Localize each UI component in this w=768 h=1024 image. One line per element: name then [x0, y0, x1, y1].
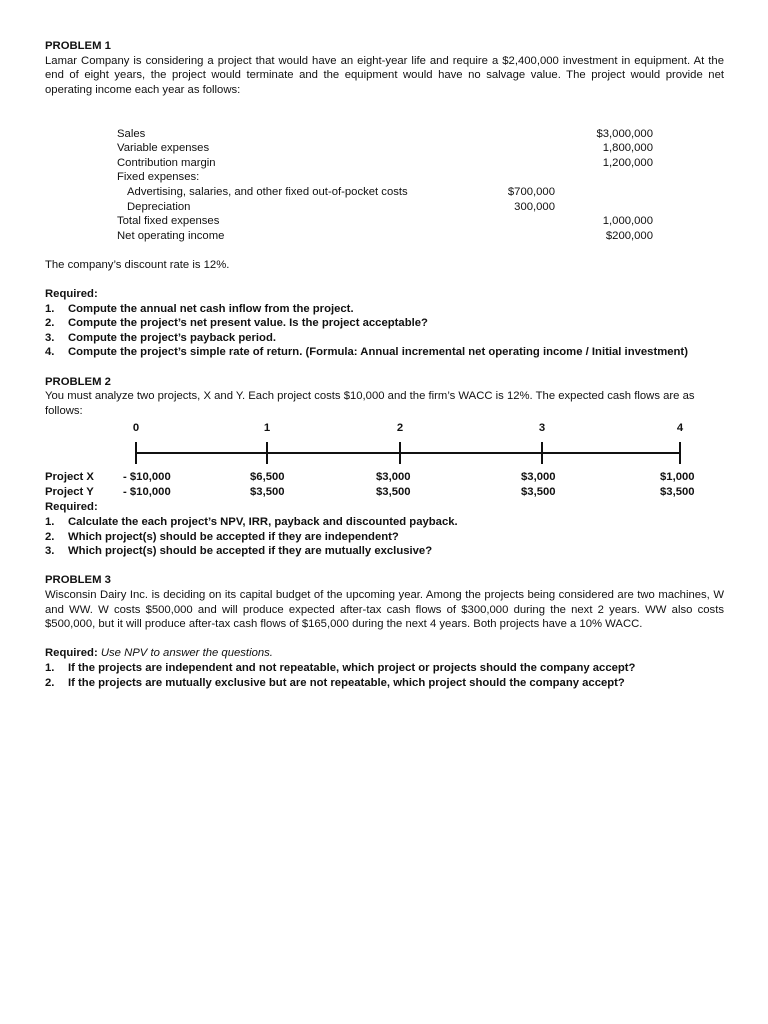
- problem2-heading: PROBLEM 2: [45, 375, 111, 388]
- statement-label: Net operating income: [117, 229, 225, 242]
- statement-total: 1,800,000: [602, 142, 653, 155]
- required-item: [45, 661, 724, 676]
- statement-label: Depreciation: [127, 200, 191, 213]
- required-item: [45, 530, 724, 545]
- timeline-cash-flow: $3,000: [376, 471, 411, 484]
- statement-total: $3,000,000: [596, 127, 653, 140]
- timeline-cash-flow: $6,500: [250, 471, 285, 484]
- statement-subtotal: [497, 127, 555, 142]
- problem2-intro: You must analyze two projects, X and Y. Each project costs $10,000 and the firm’s WACC is 12%. The expected cash flows are as follows:: [45, 390, 695, 417]
- statement-total: 1,000,000: [602, 215, 653, 228]
- required-item-number: 4.: [45, 346, 55, 359]
- timeline-cash-flow: $3,000: [521, 471, 556, 484]
- problem3-required-note: Use NPV to answer the questions.: [100, 647, 273, 660]
- statement-total: [555, 170, 653, 185]
- timeline-project-name: Project X: [45, 471, 94, 484]
- statement-row: [117, 185, 653, 200]
- timeline-period-label: 2: [396, 422, 404, 435]
- statement-row: [117, 170, 653, 185]
- statement-total: 1,200,000: [602, 156, 653, 169]
- statement-label: Variable expenses: [117, 142, 210, 155]
- required-item-number: 2.: [45, 530, 55, 543]
- timeline-cash-flow: - $10,000: [123, 471, 171, 484]
- required-item: [45, 316, 724, 331]
- required-item-number: 2.: [45, 317, 55, 330]
- problem3-required-list: [45, 661, 724, 690]
- timeline-cash-flow: $3,500: [376, 486, 411, 499]
- problem3-intro: Wisconsin Dairy Inc. is deciding on its capital budget of the upcoming year. Among the projects being considered are two machines, W and WW. W costs $500,000 and will produce expected after-tax cash flows of $300,000 during the next 2 years. WW also costs $500,000, but it will produce after-tax cash flows of $165,000 during the next 4 years. Both projects have a 10% WACC.: [45, 589, 724, 631]
- statement-label: Total fixed expenses: [117, 215, 220, 228]
- timeline-cash-flow: $3,500: [521, 486, 556, 499]
- required-item-text: If the projects are mutually exclusive but are not repeatable, which project should the company accept?: [68, 676, 625, 689]
- statement-subtotal: [497, 156, 555, 171]
- timeline-period-label: 3: [538, 422, 546, 435]
- problem1-required-label: Required:: [45, 288, 98, 301]
- problem2-required-label: Required:: [45, 501, 98, 514]
- required-item: [45, 676, 724, 691]
- timeline-period-label: 0: [132, 422, 140, 435]
- statement-row: [117, 200, 653, 215]
- required-item: [45, 331, 724, 346]
- required-item-text: Compute the project’s payback period.: [68, 331, 276, 344]
- statement-subtotal: [497, 170, 555, 185]
- required-item-number: 2.: [45, 676, 55, 689]
- statement-label: Advertising, salaries, and other fixed out-of-pocket costs: [127, 185, 408, 198]
- statement-row: [117, 141, 653, 156]
- discount-rate-text: The company’s discount rate is 12%.: [45, 258, 230, 271]
- required-item: [45, 302, 724, 317]
- problem3-required-label: Required:: [45, 647, 98, 660]
- problem1-heading: PROBLEM 1: [45, 40, 111, 52]
- income-statement: [117, 127, 653, 244]
- required-item-number: 3.: [45, 331, 55, 344]
- required-item-text: Calculate the each project’s NPV, IRR, payback and discounted payback.: [68, 516, 458, 529]
- required-item-text: Which project(s) should be accepted if they are mutually exclusive?: [68, 545, 433, 558]
- document-page: [45, 39, 724, 690]
- statement-row: [117, 214, 653, 229]
- required-item: [45, 544, 724, 559]
- timeline-period-label: 1: [263, 422, 271, 435]
- required-item: [45, 345, 724, 360]
- statement-row: [117, 156, 653, 171]
- required-item: [45, 515, 724, 530]
- problem1-intro: Lamar Company is considering a project that would have an eight-year life and require a $2,400,000 investment in equipment. At the end of eight years, the project would terminate and the equipment would have no salvage value. The project would provide net operating income each year as follows:: [45, 54, 724, 96]
- statement-label: Sales: [117, 127, 146, 140]
- required-item-number: 1.: [45, 661, 55, 674]
- problem3-heading: PROBLEM 3: [45, 574, 111, 587]
- timeline-cash-flow: $3,500: [250, 486, 285, 499]
- statement-subtotal: [497, 214, 555, 229]
- required-item-number: 1.: [45, 516, 55, 529]
- cash-flow-timeline: [45, 418, 724, 500]
- required-item-text: If the projects are independent and not repeatable, which project or projects should the company accept?: [68, 661, 636, 674]
- statement-label: Contribution margin: [117, 156, 216, 169]
- timeline-cash-flow: $3,500: [660, 486, 695, 499]
- timeline-period-label: 4: [676, 422, 684, 435]
- statement-row: [117, 229, 653, 244]
- problem2-required-list: [45, 515, 724, 559]
- required-item-text: Which project(s) should be accepted if they are independent?: [68, 530, 399, 543]
- required-item-number: 1.: [45, 302, 55, 315]
- statement-subtotal: [497, 229, 555, 244]
- statement-row: [117, 127, 653, 142]
- required-item-text: Compute the project’s net present value. Is the project acceptable?: [68, 317, 428, 330]
- statement-total: $200,000: [605, 229, 653, 242]
- required-item-text: Compute the project’s simple rate of return. (Formula: Annual incremental net operating income / Initial investment): [68, 346, 688, 359]
- timeline-project-name: Project Y: [45, 486, 94, 499]
- statement-subtotal: $700,000: [507, 185, 555, 198]
- timeline-cash-flow: - $10,000: [123, 486, 171, 499]
- statement-total: [555, 200, 653, 215]
- statement-label: Fixed expenses:: [117, 171, 200, 184]
- problem1-required-list: [45, 302, 724, 360]
- statement-subtotal: [497, 141, 555, 156]
- statement-total: [555, 185, 653, 200]
- required-item-text: Compute the annual net cash inflow from the project.: [68, 302, 354, 315]
- statement-subtotal: 300,000: [514, 200, 555, 213]
- problem3-required-line: [45, 646, 724, 661]
- required-item-number: 3.: [45, 545, 55, 558]
- timeline-cash-flow: $1,000: [660, 471, 695, 484]
